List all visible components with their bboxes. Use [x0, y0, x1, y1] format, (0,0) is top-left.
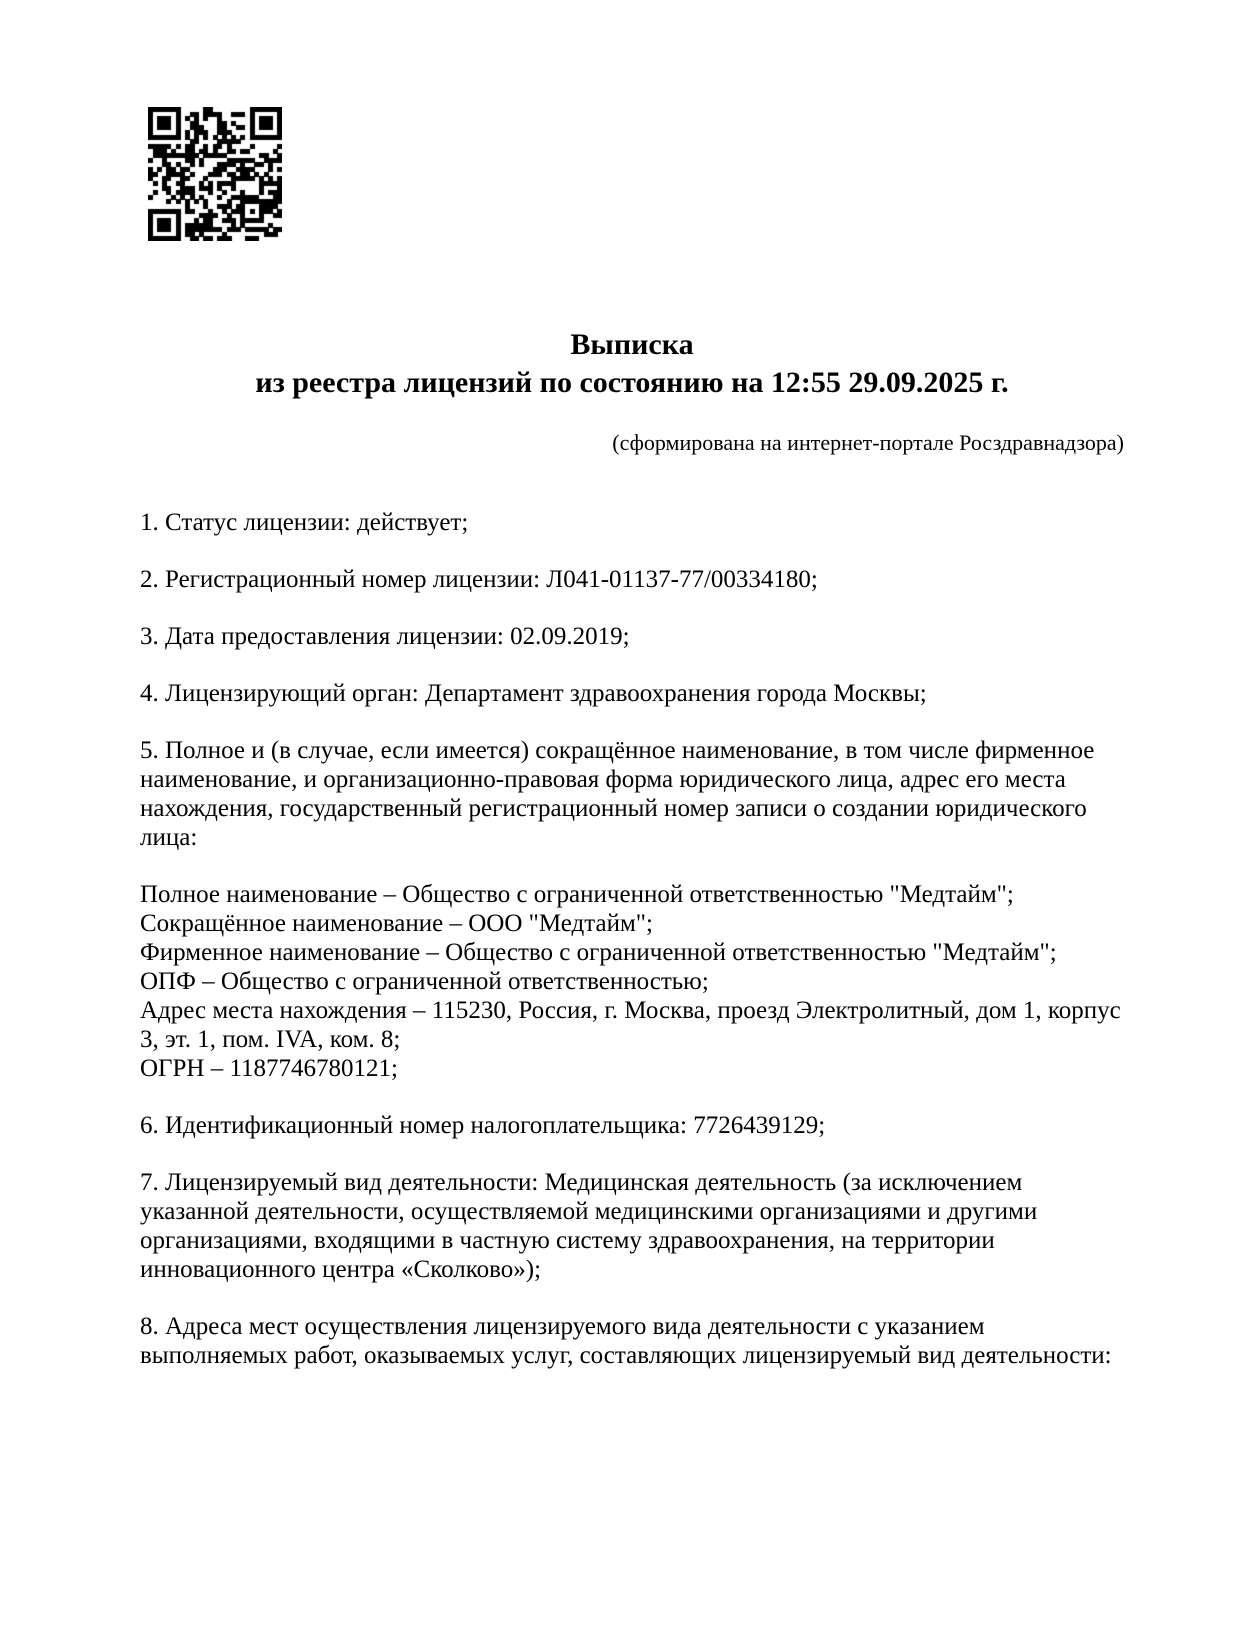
title-line-1: Выписка: [570, 328, 694, 361]
company-full-name: Полное наименование – Общество с ограниченной ответственностью "Медтайм";: [140, 881, 1014, 908]
paragraph-activity-addresses: 8. Адреса мест осуществления лицензируемого вида деятельности с указанием выполняемых работ, оказываемых услуг, составляющих лицензируемый вид деятельности:: [140, 1313, 1112, 1369]
company-brand-name: Фирменное наименование – Общество с ограниченной ответственностью "Медтайм";: [140, 939, 1057, 966]
paragraph-name-and-form-intro: 5. Полное и (в случае, если имеется) сокращённое наименование, в том числе фирменное наименование, и организационно-правовая форма юридического лица, адрес его места нахождения, государственный регистрационный номер записи о создании юридического лица:: [140, 737, 1095, 851]
paragraph-license-date: 3. Дата предоставления лицензии: 02.09.2019;: [140, 623, 630, 650]
paragraph-licensed-activity: 7. Лицензируемый вид деятельности: Медицинская деятельность (за исключением указанной деятельности, осуществляемой медицинскими организациями и другими организациями, входящими в частную систему здравоохранения, на территории инновационного центра «Сколково»);: [140, 1169, 1038, 1283]
company-short-name: Сокращённое наименование – ООО "Медтайм";: [140, 910, 653, 937]
company-address: Адрес места нахождения – 115230, Россия, г. Москва, проезд Электролитный, дом 1, корпус 3, эт. 1, пом. IVA, ком. 8;: [140, 997, 1121, 1053]
paragraph-license-status: 1. Статус лицензии: действует;: [140, 509, 469, 536]
document-body: [140, 508, 1124, 1370]
company-legal-form: ОПФ – Общество с ограниченной ответственностью;: [140, 968, 709, 995]
generated-note: (сформирована на интернет-портале Росздравнадзора): [612, 430, 1124, 455]
paragraph-registration-number: 2. Регистрационный номер лицензии: Л041-01137-77/00334180;: [140, 566, 818, 593]
qr-code: [148, 107, 282, 241]
company-details-block: [140, 880, 1124, 1083]
paragraph-inn: 6. Идентификационный номер налогоплательщика: 7726439129;: [140, 1112, 826, 1139]
document-title: [140, 326, 1124, 402]
title-line-2: из реестра лицензий по состоянию на 12:55 29.09.2025 г.: [255, 366, 1009, 399]
company-ogrn: ОГРН – 1187746780121;: [140, 1055, 398, 1082]
paragraph-licensing-authority: 4. Лицензирующий орган: Департамент здравоохранения города Москвы;: [140, 680, 927, 707]
